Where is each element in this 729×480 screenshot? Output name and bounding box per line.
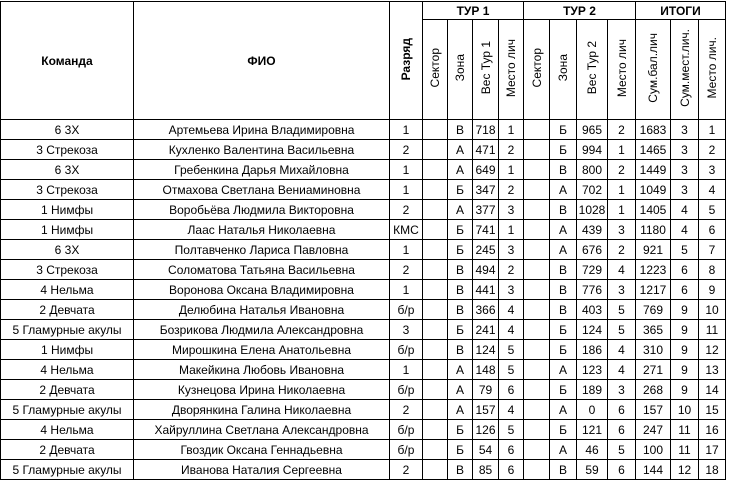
cell-r2-weight: 965 xyxy=(577,120,608,140)
cell-team: 3 Стрекоза xyxy=(1,260,134,280)
cell-r2-sector xyxy=(524,380,550,400)
cell-r1-weight: 79 xyxy=(473,380,499,400)
cell-r1-place: 4 xyxy=(499,320,524,340)
cell-team: 2 Девчата xyxy=(1,380,134,400)
cell-r2-weight: 676 xyxy=(577,240,608,260)
cell-r1-sector xyxy=(423,220,448,240)
cell-team: 6 3X xyxy=(1,240,134,260)
header-round-2: ТУР 2 xyxy=(524,2,636,20)
cell-sum-places: 12 xyxy=(671,460,699,480)
cell-team: 2 Девчата xyxy=(1,300,134,320)
cell-r1-zone: Б xyxy=(448,240,473,260)
cell-team: 6 3X xyxy=(1,160,134,180)
header-sum-places: Сум.мест.лич. xyxy=(671,20,699,120)
cell-r2-sector xyxy=(524,320,550,340)
cell-name: Лаас Наталья Николаевна xyxy=(134,220,390,240)
cell-r2-sector xyxy=(524,240,550,260)
cell-r2-zone: А xyxy=(550,360,577,380)
header-r1-weight: Вес Тур 1 xyxy=(473,20,499,120)
cell-final-place: 16 xyxy=(699,420,726,440)
cell-r2-zone: А xyxy=(550,220,577,240)
header-name: ФИО xyxy=(134,2,390,120)
table-row xyxy=(1,180,726,200)
cell-sum-points: 310 xyxy=(636,340,671,360)
cell-sum-places: 3 xyxy=(671,180,699,200)
cell-r1-place: 6 xyxy=(499,440,524,460)
cell-r2-place: 5 xyxy=(608,440,636,460)
cell-r2-place: 4 xyxy=(608,340,636,360)
cell-r1-sector xyxy=(423,460,448,480)
cell-sum-places: 3 xyxy=(671,140,699,160)
cell-r1-zone: А xyxy=(448,160,473,180)
cell-sum-points: 1465 xyxy=(636,140,671,160)
cell-r1-zone: А xyxy=(448,380,473,400)
cell-r2-weight: 59 xyxy=(577,460,608,480)
cell-r2-place: 3 xyxy=(608,380,636,400)
cell-r1-zone: Б xyxy=(448,220,473,240)
cell-r1-weight: 718 xyxy=(473,120,499,140)
cell-name: Макейкина Любовь Ивановна xyxy=(134,360,390,380)
cell-r2-weight: 186 xyxy=(577,340,608,360)
cell-r1-weight: 377 xyxy=(473,200,499,220)
cell-r1-weight: 54 xyxy=(473,440,499,460)
cell-r2-weight: 994 xyxy=(577,140,608,160)
cell-rank: б/р xyxy=(390,380,423,400)
cell-r1-sector xyxy=(423,140,448,160)
cell-rank: 1 xyxy=(390,120,423,140)
cell-r1-place: 1 xyxy=(499,220,524,240)
header-r2-sector: Сектор xyxy=(524,20,550,120)
header-r2-place: Место лич xyxy=(608,20,636,120)
cell-r2-weight: 702 xyxy=(577,180,608,200)
cell-name: Артемьева Ирина Владимировна xyxy=(134,120,390,140)
cell-r2-place: 6 xyxy=(608,400,636,420)
cell-r1-sector xyxy=(423,380,448,400)
cell-r1-weight: 347 xyxy=(473,180,499,200)
cell-sum-places: 10 xyxy=(671,400,699,420)
cell-r2-place: 1 xyxy=(608,180,636,200)
cell-sum-points: 1449 xyxy=(636,160,671,180)
cell-rank: 2 xyxy=(390,400,423,420)
cell-r2-sector xyxy=(524,340,550,360)
cell-final-place: 4 xyxy=(699,180,726,200)
cell-r2-sector xyxy=(524,400,550,420)
cell-r1-weight: 241 xyxy=(473,320,499,340)
cell-sum-points: 1405 xyxy=(636,200,671,220)
table-row xyxy=(1,260,726,280)
cell-r1-weight: 471 xyxy=(473,140,499,160)
cell-r2-zone: А xyxy=(550,440,577,460)
cell-sum-places: 9 xyxy=(671,340,699,360)
cell-sum-points: 144 xyxy=(636,460,671,480)
table-row xyxy=(1,340,726,360)
cell-r2-place: 5 xyxy=(608,300,636,320)
cell-r2-zone: В xyxy=(550,200,577,220)
cell-r1-sector xyxy=(423,400,448,420)
cell-r2-sector xyxy=(524,120,550,140)
cell-r2-place: 4 xyxy=(608,360,636,380)
cell-r1-weight: 741 xyxy=(473,220,499,240)
cell-r1-weight: 126 xyxy=(473,420,499,440)
cell-sum-places: 5 xyxy=(671,240,699,260)
table-row xyxy=(1,220,726,240)
cell-r1-place: 3 xyxy=(499,280,524,300)
cell-r1-place: 2 xyxy=(499,140,524,160)
cell-rank: 1 xyxy=(390,180,423,200)
cell-sum-places: 9 xyxy=(671,360,699,380)
cell-rank: 2 xyxy=(390,200,423,220)
cell-name: Делюбина Наталья Ивановна xyxy=(134,300,390,320)
header-r2-weight: Вес Тур 2 xyxy=(577,20,608,120)
table-row xyxy=(1,280,726,300)
cell-team: 4 Нельма xyxy=(1,280,134,300)
cell-r1-zone: А xyxy=(448,140,473,160)
cell-r2-sector xyxy=(524,360,550,380)
header-r2-zone: Зона xyxy=(550,20,577,120)
cell-r2-zone: Б xyxy=(550,420,577,440)
cell-r1-sector xyxy=(423,300,448,320)
table-row xyxy=(1,440,726,460)
cell-final-place: 17 xyxy=(699,440,726,460)
cell-r2-sector xyxy=(524,140,550,160)
cell-rank: 3 xyxy=(390,320,423,340)
cell-r1-sector xyxy=(423,320,448,340)
cell-r1-place: 2 xyxy=(499,180,524,200)
cell-r1-zone: Б xyxy=(448,420,473,440)
cell-final-place: 14 xyxy=(699,380,726,400)
cell-r1-sector xyxy=(423,360,448,380)
cell-team: 1 Нимфы xyxy=(1,340,134,360)
cell-sum-points: 1223 xyxy=(636,260,671,280)
cell-r2-weight: 46 xyxy=(577,440,608,460)
cell-team: 5 Гламурные акулы xyxy=(1,460,134,480)
cell-r1-place: 2 xyxy=(499,260,524,280)
cell-r2-zone: Б xyxy=(550,380,577,400)
cell-r2-place: 2 xyxy=(608,160,636,180)
cell-name: Воронова Оксана Владимировна xyxy=(134,280,390,300)
table-row xyxy=(1,140,726,160)
cell-r2-zone: А xyxy=(550,180,577,200)
cell-r1-zone: Б xyxy=(448,180,473,200)
cell-final-place: 10 xyxy=(699,300,726,320)
cell-rank: 2 xyxy=(390,140,423,160)
cell-r1-place: 4 xyxy=(499,300,524,320)
cell-r2-sector xyxy=(524,300,550,320)
cell-r1-weight: 148 xyxy=(473,360,499,380)
header-r1-zone: Зона xyxy=(448,20,473,120)
cell-r2-weight: 800 xyxy=(577,160,608,180)
table-row xyxy=(1,160,726,180)
cell-sum-places: 11 xyxy=(671,420,699,440)
cell-rank: 1 xyxy=(390,360,423,380)
cell-r2-weight: 121 xyxy=(577,420,608,440)
cell-final-place: 5 xyxy=(699,200,726,220)
header-totals: ИТОГИ xyxy=(636,2,726,20)
cell-r1-weight: 124 xyxy=(473,340,499,360)
cell-r1-sector xyxy=(423,440,448,460)
cell-r2-place: 1 xyxy=(608,140,636,160)
cell-team: 1 Нимфы xyxy=(1,220,134,240)
cell-r2-zone: В xyxy=(550,460,577,480)
cell-rank: 1 xyxy=(390,280,423,300)
cell-r2-sector xyxy=(524,440,550,460)
cell-team: 5 Гламурные акулы xyxy=(1,400,134,420)
cell-r2-zone: Б xyxy=(550,340,577,360)
cell-r2-weight: 729 xyxy=(577,260,608,280)
cell-final-place: 2 xyxy=(699,140,726,160)
cell-team: 5 Гламурные акулы xyxy=(1,320,134,340)
cell-r2-zone: А xyxy=(550,240,577,260)
cell-sum-places: 3 xyxy=(671,160,699,180)
table-row xyxy=(1,400,726,420)
cell-r2-zone: А xyxy=(550,400,577,420)
cell-r1-place: 1 xyxy=(499,160,524,180)
cell-final-place: 1 xyxy=(699,120,726,140)
cell-r1-place: 6 xyxy=(499,380,524,400)
cell-sum-points: 271 xyxy=(636,360,671,380)
cell-name: Дворянкина Галина Николаевна xyxy=(134,400,390,420)
table-row xyxy=(1,120,726,140)
cell-sum-points: 1180 xyxy=(636,220,671,240)
cell-r1-zone: Б xyxy=(448,320,473,340)
cell-sum-points: 157 xyxy=(636,400,671,420)
cell-r1-weight: 441 xyxy=(473,280,499,300)
results-table xyxy=(0,1,726,480)
cell-rank: 1 xyxy=(390,160,423,180)
cell-final-place: 7 xyxy=(699,240,726,260)
cell-r2-zone: В xyxy=(550,260,577,280)
cell-r1-place: 1 xyxy=(499,120,524,140)
cell-r2-zone: В xyxy=(550,280,577,300)
cell-r1-weight: 157 xyxy=(473,400,499,420)
cell-final-place: 3 xyxy=(699,160,726,180)
table-row xyxy=(1,460,726,480)
cell-rank: 2 xyxy=(390,460,423,480)
cell-final-place: 18 xyxy=(699,460,726,480)
cell-sum-points: 247 xyxy=(636,420,671,440)
cell-rank: б/р xyxy=(390,440,423,460)
cell-r1-zone: В xyxy=(448,460,473,480)
cell-r1-place: 3 xyxy=(499,200,524,220)
cell-r2-place: 5 xyxy=(608,320,636,340)
cell-r1-weight: 245 xyxy=(473,240,499,260)
cell-r2-sector xyxy=(524,420,550,440)
cell-r1-sector xyxy=(423,200,448,220)
cell-team: 1 Нимфы xyxy=(1,200,134,220)
cell-r1-sector xyxy=(423,180,448,200)
cell-r1-zone: В xyxy=(448,300,473,320)
cell-rank: КМС xyxy=(390,220,423,240)
cell-final-place: 12 xyxy=(699,340,726,360)
cell-r2-sector xyxy=(524,180,550,200)
cell-name: Гвоздик Оксана Геннадьевна xyxy=(134,440,390,460)
cell-r1-zone: А xyxy=(448,400,473,420)
cell-r2-sector xyxy=(524,220,550,240)
cell-sum-places: 9 xyxy=(671,380,699,400)
cell-final-place: 13 xyxy=(699,360,726,380)
cell-sum-points: 921 xyxy=(636,240,671,260)
table-row xyxy=(1,360,726,380)
cell-name: Кузнецова Ирина Николаевна xyxy=(134,380,390,400)
cell-sum-points: 1049 xyxy=(636,180,671,200)
cell-r2-weight: 1028 xyxy=(577,200,608,220)
cell-sum-places: 11 xyxy=(671,440,699,460)
cell-name: Мирошкина Елена Анатольевна xyxy=(134,340,390,360)
cell-final-place: 8 xyxy=(699,260,726,280)
cell-sum-places: 9 xyxy=(671,320,699,340)
cell-sum-points: 1217 xyxy=(636,280,671,300)
cell-r1-place: 5 xyxy=(499,360,524,380)
cell-rank: б/р xyxy=(390,420,423,440)
cell-name: Гребенкина Дарья Михайловна xyxy=(134,160,390,180)
cell-r2-sector xyxy=(524,160,550,180)
cell-r1-sector xyxy=(423,420,448,440)
table-row xyxy=(1,300,726,320)
header-round-1: ТУР 1 xyxy=(423,2,524,20)
cell-r2-weight: 776 xyxy=(577,280,608,300)
table-row xyxy=(1,200,726,220)
cell-r2-weight: 123 xyxy=(577,360,608,380)
header-sum-points: Сум.бал.лич xyxy=(636,20,671,120)
cell-r2-sector xyxy=(524,280,550,300)
cell-r1-sector xyxy=(423,280,448,300)
cell-name: Отмахова Светлана Вениаминовна xyxy=(134,180,390,200)
cell-name: Полтавченко Лариса Павловна xyxy=(134,240,390,260)
cell-r2-place: 6 xyxy=(608,420,636,440)
cell-name: Соломатова Татьяна Васильевна xyxy=(134,260,390,280)
cell-final-place: 11 xyxy=(699,320,726,340)
cell-r2-weight: 0 xyxy=(577,400,608,420)
cell-name: Воробьёва Людмила Викторовна xyxy=(134,200,390,220)
cell-sum-places: 6 xyxy=(671,260,699,280)
cell-r2-sector xyxy=(524,460,550,480)
cell-final-place: 9 xyxy=(699,280,726,300)
cell-r2-zone: Б xyxy=(550,140,577,160)
cell-team: 6 3X xyxy=(1,120,134,140)
cell-r2-sector xyxy=(524,260,550,280)
cell-rank: б/р xyxy=(390,300,423,320)
cell-r1-zone: А xyxy=(448,360,473,380)
cell-r2-weight: 189 xyxy=(577,380,608,400)
cell-sum-points: 769 xyxy=(636,300,671,320)
cell-r1-zone: А xyxy=(448,200,473,220)
header-team: Команда xyxy=(1,2,134,120)
cell-r1-sector xyxy=(423,160,448,180)
cell-r2-zone: Б xyxy=(550,320,577,340)
cell-sum-places: 4 xyxy=(671,220,699,240)
cell-r2-sector xyxy=(524,200,550,220)
cell-r2-place: 2 xyxy=(608,240,636,260)
cell-sum-places: 3 xyxy=(671,120,699,140)
cell-team: 3 Стрекоза xyxy=(1,180,134,200)
cell-r2-zone: Б xyxy=(550,120,577,140)
cell-r1-weight: 85 xyxy=(473,460,499,480)
table-row xyxy=(1,420,726,440)
cell-final-place: 6 xyxy=(699,220,726,240)
cell-name: Хайруллина Светлана Александровна xyxy=(134,420,390,440)
header-r1-place: Место лич xyxy=(499,20,524,120)
table-row xyxy=(1,240,726,260)
cell-r1-place: 3 xyxy=(499,240,524,260)
cell-sum-points: 268 xyxy=(636,380,671,400)
cell-team: 3 Стрекоза xyxy=(1,140,134,160)
cell-sum-places: 4 xyxy=(671,200,699,220)
header-rank: Разряд xyxy=(390,2,423,120)
cell-final-place: 15 xyxy=(699,400,726,420)
cell-r1-zone: В xyxy=(448,280,473,300)
cell-r1-weight: 366 xyxy=(473,300,499,320)
cell-sum-points: 1683 xyxy=(636,120,671,140)
cell-r1-zone: В xyxy=(448,120,473,140)
cell-r2-place: 4 xyxy=(608,260,636,280)
cell-r2-place: 6 xyxy=(608,460,636,480)
cell-sum-points: 100 xyxy=(636,440,671,460)
cell-r1-sector xyxy=(423,260,448,280)
cell-r2-place: 3 xyxy=(608,220,636,240)
cell-sum-places: 6 xyxy=(671,280,699,300)
cell-sum-places: 9 xyxy=(671,300,699,320)
cell-r2-place: 3 xyxy=(608,280,636,300)
cell-rank: б/р xyxy=(390,340,423,360)
cell-r2-zone: В xyxy=(550,160,577,180)
cell-r1-weight: 494 xyxy=(473,260,499,280)
cell-name: Кухленко Валентина Васильевна xyxy=(134,140,390,160)
cell-sum-points: 365 xyxy=(636,320,671,340)
cell-r2-weight: 439 xyxy=(577,220,608,240)
cell-r2-place: 1 xyxy=(608,200,636,220)
cell-rank: 1 xyxy=(390,240,423,260)
cell-r2-weight: 124 xyxy=(577,320,608,340)
table-row xyxy=(1,320,726,340)
cell-r1-sector xyxy=(423,240,448,260)
cell-r1-place: 5 xyxy=(499,340,524,360)
table-row xyxy=(1,380,726,400)
cell-r1-zone: В xyxy=(448,260,473,280)
cell-r1-sector xyxy=(423,120,448,140)
cell-team: 4 Нельма xyxy=(1,420,134,440)
cell-r1-zone: В xyxy=(448,340,473,360)
cell-r1-place: 6 xyxy=(499,460,524,480)
cell-r1-place: 4 xyxy=(499,400,524,420)
cell-team: 4 Нельма xyxy=(1,360,134,380)
cell-r1-weight: 649 xyxy=(473,160,499,180)
cell-r1-place: 5 xyxy=(499,420,524,440)
cell-name: Иванова Наталия Сергеевна xyxy=(134,460,390,480)
cell-r2-place: 2 xyxy=(608,120,636,140)
cell-r1-zone: Б xyxy=(448,440,473,460)
cell-r2-weight: 403 xyxy=(577,300,608,320)
cell-name: Бозрикова Людмила Александровна xyxy=(134,320,390,340)
cell-r1-sector xyxy=(423,340,448,360)
cell-team: 2 Девчата xyxy=(1,440,134,460)
header-r1-sector: Сектор xyxy=(423,20,448,120)
header-final-place: Место лич. xyxy=(699,20,726,120)
cell-rank: 2 xyxy=(390,260,423,280)
cell-r2-zone: В xyxy=(550,300,577,320)
